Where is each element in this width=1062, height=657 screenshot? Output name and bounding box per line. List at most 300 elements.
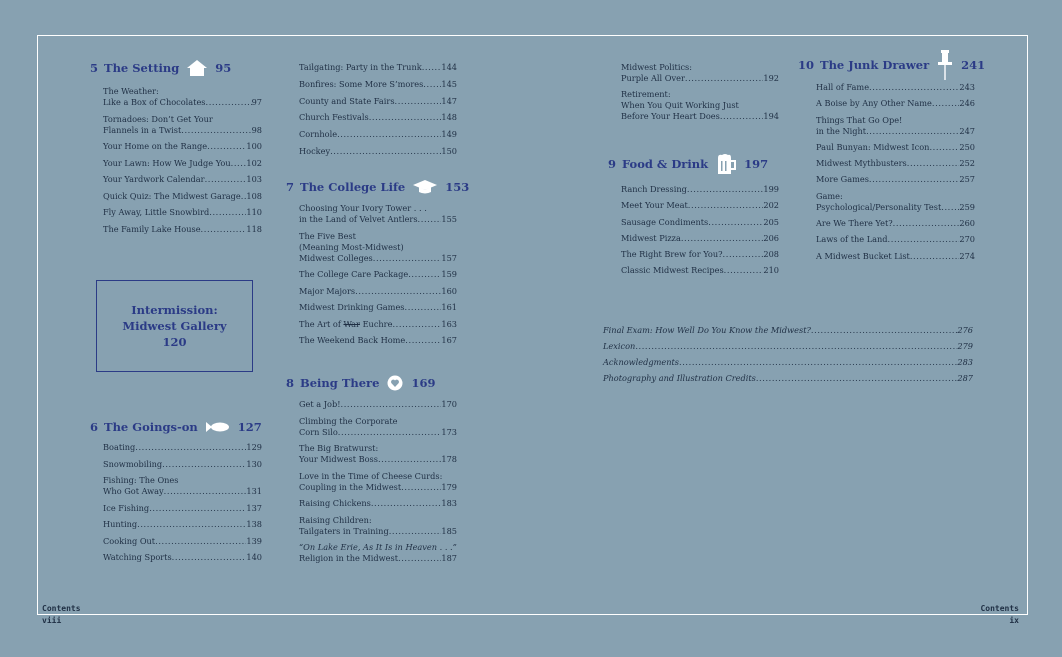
toc-entry-title: Religion in the Midwest (299, 553, 399, 563)
back-matter-entry[interactable] (603, 325, 973, 336)
toc-entry-last-line (103, 174, 262, 185)
chapter-number: 10 (798, 58, 815, 72)
toc-entry[interactable] (816, 158, 975, 169)
leader-dots (907, 158, 960, 169)
toc-entry-page: 100 (246, 141, 262, 151)
toc-entry-page: 145 (441, 78, 457, 89)
toc-entry[interactable] (299, 269, 457, 280)
toc-entry-page: 157 (441, 252, 457, 263)
toc-entry[interactable] (621, 217, 779, 228)
toc-entry-page: 160 (441, 285, 457, 296)
toc-entry-page: 147 (441, 95, 457, 106)
leader-dots (395, 96, 442, 107)
toc-entry[interactable] (299, 416, 457, 438)
toc-entry[interactable] (299, 286, 457, 297)
toc-entry-title: Midwest Pizza (621, 232, 681, 243)
toc-entry-last-line (299, 129, 457, 140)
graduation-cap-icon (413, 180, 437, 194)
leader-dots (341, 399, 442, 410)
toc-entry-page: 144 (441, 62, 457, 72)
toc-entry[interactable] (103, 86, 262, 108)
leader-dots (330, 146, 441, 157)
toc-entry-last-line (816, 126, 975, 137)
leader-dots (418, 214, 442, 225)
chapter-page: 197 (744, 157, 769, 171)
toc-entry-page: 140 (246, 552, 262, 562)
toc-entry-page: 118 (246, 223, 262, 234)
toc-entry-last-line (816, 98, 975, 109)
toc-entry-title: The Weekend Back Home (299, 335, 406, 345)
toc-entry-title: A Boise by Any Other Name (816, 98, 932, 109)
toc-entry-line: The Weather: (103, 86, 159, 96)
back-matter-entry[interactable] (603, 373, 973, 384)
chapter-number: 9 (608, 157, 617, 171)
toc-entry-page: 205 (763, 216, 779, 227)
toc-entry[interactable] (299, 515, 457, 537)
leader-dots (155, 536, 246, 547)
toc-entry-page: 202 (763, 200, 779, 211)
leader-dots (337, 129, 441, 140)
toc-entry[interactable] (621, 249, 779, 260)
toc-entry-last-line (816, 234, 975, 245)
toc-entry-line: Game: (816, 190, 843, 201)
toc-entry-page: 279 (957, 341, 973, 351)
toc-entry[interactable] (299, 231, 457, 264)
leader-dots (207, 141, 246, 152)
toc-entry[interactable] (816, 251, 975, 262)
toc-entry[interactable] (816, 234, 975, 245)
toc-entry-line: The Big Bratwurst: (299, 443, 379, 453)
toc-entry-page: 183 (441, 498, 457, 508)
toc-entry-last-line (816, 142, 975, 153)
toc-entry[interactable] (621, 265, 779, 276)
chapter-page: 241 (961, 58, 986, 72)
leader-dots (172, 552, 247, 563)
toc-entry-last-line (103, 519, 262, 530)
toc-entry-page: 110 (246, 207, 262, 217)
toc-entry-last-line (299, 62, 457, 73)
leader-dots (910, 251, 960, 262)
toc-entry-last-line (103, 503, 262, 514)
toc-entry-title: Psychological/Personality Test (816, 201, 942, 212)
toc-entry[interactable] (299, 79, 457, 90)
toc-entry-title: The Family Lake House (103, 223, 201, 234)
toc-entry-title: Paul Bunyan: Midwest Icon (816, 141, 930, 152)
toc-entry-title: The Right Brew for You? (621, 249, 723, 260)
toc-entry[interactable] (299, 96, 457, 107)
toc-entry-last-line (103, 125, 262, 136)
toc-entry-title: Lexicon (603, 341, 636, 351)
chapter-title: Being There (300, 376, 380, 390)
toc-entry[interactable] (103, 224, 262, 235)
leader-dots (392, 319, 441, 330)
chapter-10-entries (816, 82, 975, 262)
chapter-5-heading[interactable] (90, 60, 262, 76)
toc-entry-last-line (299, 399, 457, 410)
toc-entry-page: 210 (763, 265, 779, 276)
toc-entry-title: Before Your Heart Does (621, 111, 720, 121)
leader-dots (681, 233, 764, 244)
leader-dots (181, 125, 251, 136)
toc-entry-line: The Five Best (299, 230, 356, 241)
chapter-6-heading[interactable] (90, 420, 262, 434)
toc-entry[interactable] (103, 459, 262, 470)
toc-entry-title: Photography and Illustration Credits (603, 373, 756, 383)
toc-entry-title: Your Lawn: How We Judge You (103, 157, 231, 168)
column-3 (621, 62, 779, 127)
toc-entry-title: Ice Fishing (103, 502, 150, 513)
toc-entry[interactable] (103, 503, 262, 514)
toc-entry[interactable] (103, 552, 262, 563)
toc-entry-last-line (299, 498, 457, 509)
toc-entry[interactable] (816, 82, 975, 93)
leader-dots (687, 184, 764, 195)
pushpin-icon (937, 50, 953, 80)
intermission-title: Intermission: (131, 303, 218, 317)
toc-entry[interactable] (299, 129, 457, 140)
toc-entry[interactable] (299, 443, 457, 465)
chapter-title: The Setting (104, 61, 180, 75)
toc-entry-title: A Midwest Bucket List (816, 250, 910, 261)
toc-entry-last-line (299, 553, 457, 564)
leader-dots (688, 200, 764, 211)
toc-entry-title: Midwest Mythbusters (816, 158, 907, 169)
leader-dots (720, 111, 764, 122)
toc-entry-page: 173 (441, 426, 457, 437)
chapter-7-heading[interactable] (286, 180, 470, 194)
toc-entry[interactable] (103, 519, 262, 530)
toc-entry-title: Are We There Yet? (816, 218, 893, 229)
leader-dots (338, 427, 442, 438)
toc-entry[interactable] (621, 62, 779, 84)
toc-entry-title: Hall of Fame (816, 82, 870, 92)
toc-entry-line: When You Quit Working Just (621, 100, 739, 110)
chapter-7-entries (299, 203, 457, 346)
chapter-6-continued-entries (299, 62, 457, 157)
leader-dots (893, 218, 960, 229)
back-matter-list (603, 325, 973, 389)
toc-entry[interactable] (103, 191, 262, 202)
toc-entry-page: 138 (246, 519, 262, 529)
toc-entry-title: Get a Job! (299, 399, 341, 409)
leader-dots (149, 503, 246, 514)
toc-entry-title: Major Majors (299, 285, 356, 296)
toc-entry-page: 130 (246, 458, 262, 469)
toc-entry-title: Meet Your Meat (621, 200, 688, 211)
toc-entry[interactable] (103, 475, 262, 497)
toc-entry[interactable] (299, 542, 457, 564)
toc-entry-page: 208 (763, 249, 779, 260)
leader-dots (866, 126, 959, 137)
leader-dots (811, 325, 957, 336)
toc-entry[interactable] (621, 200, 779, 211)
toc-entry[interactable] (299, 399, 457, 410)
toc-entry-line: Choosing Your Ivory Tower . . . (299, 203, 427, 213)
back-matter-entry[interactable] (603, 357, 973, 368)
toc-entry-last-line (299, 482, 457, 493)
toc-entry-title: Purple All Over (621, 73, 685, 83)
toc-entry-title: Classic Midwest Recipes (621, 265, 724, 276)
leader-dots (209, 207, 246, 218)
toc-entry-title: Midwest Colleges (299, 252, 373, 263)
chapter-number: 5 (90, 61, 99, 75)
toc-entry[interactable] (621, 184, 779, 195)
toc-entry-page: 260 (959, 218, 975, 229)
toc-entry-page: 139 (246, 535, 262, 546)
chapter-title: The Junk Drawer (820, 58, 930, 72)
toc-entry-page: 276 (957, 325, 973, 335)
footer-left-page: viii (42, 616, 62, 625)
footer-right-label: Contents (980, 604, 1019, 613)
toc-entry-title: Cooking Out (103, 535, 156, 546)
toc-entry-page: 283 (957, 357, 973, 367)
toc-entry-title: Tailgating: Party in the Trunk (299, 62, 422, 72)
column-3-ch9 (608, 153, 779, 282)
column-2 (299, 62, 457, 163)
toc-entry-last-line (621, 233, 779, 244)
toc-entry-line: Retirement: (621, 89, 671, 99)
house-icon (187, 60, 207, 76)
chapter-title: The Goings-on (104, 420, 198, 434)
toc-entry[interactable] (621, 89, 779, 122)
toc-entry-last-line (603, 357, 973, 368)
toc-entry-last-line (103, 97, 262, 108)
chapter-8-continued-entries (621, 62, 779, 122)
toc-entry[interactable] (103, 174, 262, 185)
column-1-lower (90, 420, 262, 569)
toc-entry-last-line (299, 454, 457, 465)
back-matter-entry[interactable] (603, 341, 973, 352)
fish-icon (206, 421, 230, 433)
leader-dots (422, 62, 442, 73)
toc-entry[interactable] (103, 442, 262, 453)
toc-entry-page: 103 (246, 174, 262, 184)
toc-entry-last-line (621, 249, 779, 260)
toc-entry[interactable] (299, 335, 457, 346)
toc-entry-last-line (621, 73, 779, 84)
toc-entry-page: 167 (441, 335, 457, 345)
toc-entry-page: 150 (441, 145, 457, 156)
footer-left-label: Contents (42, 604, 81, 613)
toc-entry-line: Fishing: The Ones (103, 475, 179, 485)
toc-entry[interactable] (299, 62, 457, 73)
toc-entry-title: Hunting (103, 519, 138, 529)
toc-entry[interactable] (621, 233, 779, 244)
leader-dots (635, 341, 957, 352)
beer-mug-icon (716, 153, 736, 175)
toc-entry-title (299, 319, 392, 330)
toc-entry-last-line (603, 325, 973, 336)
toc-entry-last-line (816, 82, 975, 93)
toc-entry-page: 178 (441, 454, 457, 464)
toc-entry-page: 161 (441, 302, 457, 312)
toc-entry-title: Snowmobiling (103, 458, 163, 469)
toc-entry[interactable] (299, 203, 457, 225)
chapter-number: 7 (286, 180, 295, 194)
toc-entry-last-line (299, 253, 457, 264)
leader-dots (405, 335, 441, 346)
leader-dots (401, 482, 441, 493)
toc-entry[interactable] (299, 471, 457, 493)
toc-entry-page: 199 (763, 184, 779, 194)
toc-entry-page: 97 (251, 97, 262, 107)
leader-dots (756, 373, 958, 384)
toc-entry[interactable] (816, 218, 975, 229)
toc-entry[interactable] (299, 112, 457, 123)
toc-entry[interactable] (299, 302, 457, 313)
toc-entry-page: 129 (246, 442, 262, 452)
leader-dots (723, 249, 764, 260)
toc-entry-title: Raising Chickens (299, 498, 371, 508)
chapter-10-heading[interactable] (798, 50, 986, 80)
toc-entry-last-line (299, 79, 457, 90)
toc-entry-last-line (621, 265, 779, 276)
column-4 (798, 50, 986, 267)
leader-dots (135, 442, 246, 453)
chapter-9-heading[interactable] (608, 153, 779, 175)
toc-entry-page: 252 (959, 158, 975, 169)
leader-dots (371, 498, 442, 509)
leader-dots (869, 82, 959, 93)
toc-entry-page: 194 (763, 111, 779, 121)
toc-entry-page: 155 (441, 214, 457, 224)
toc-entry-title: County and State Fairs (299, 95, 395, 106)
toc-entry-title: in the Night (816, 125, 867, 136)
toc-entry-last-line (299, 335, 457, 346)
toc-entry-last-line (299, 214, 457, 225)
toc-entry-line: (Meaning Most-Midwest) (299, 241, 404, 252)
toc-entry[interactable] (299, 319, 457, 330)
leader-dots (162, 459, 246, 470)
intermission-box[interactable] (96, 280, 253, 372)
toc-entry-last-line (103, 224, 262, 235)
toc-entry-title-struck: War (343, 318, 360, 329)
leader-dots (685, 73, 764, 84)
toc-entry-last-line (103, 442, 262, 453)
chapter-8-heading[interactable] (286, 375, 457, 391)
toc-entry-last-line (621, 184, 779, 195)
leader-dots (205, 174, 247, 185)
toc-entry-title: Tailgaters in Training (299, 525, 389, 536)
chapter-page: 153 (445, 180, 470, 194)
toc-entry-line: Raising Children: (299, 514, 372, 525)
leader-dots (724, 265, 764, 276)
toc-entry[interactable] (299, 498, 457, 509)
intermission-subtitle: Midwest Gallery (122, 319, 227, 333)
footer-left (42, 604, 81, 625)
toc-entry[interactable] (103, 114, 262, 136)
toc-entry[interactable] (816, 98, 975, 109)
toc-entry-page: 257 (959, 174, 975, 185)
toc-entry[interactable] (816, 174, 975, 185)
toc-entry[interactable] (103, 158, 262, 169)
toc-entry-page: 185 (441, 525, 457, 536)
toc-entry-title: Corn Silo (299, 426, 338, 437)
toc-entry-last-line (103, 486, 262, 497)
column-2-ch7 (286, 180, 470, 352)
leader-dots (869, 174, 959, 185)
heart-icon (387, 375, 403, 391)
toc-entry-title: Bonfires: Some More S’mores (299, 78, 424, 89)
toc-entry-last-line (816, 174, 975, 185)
toc-entry-page: 243 (959, 82, 975, 92)
toc-entry-page: 192 (763, 73, 779, 83)
toc-entry-last-line (621, 217, 779, 228)
toc-entry[interactable] (103, 141, 262, 152)
toc-entry-last-line (621, 200, 779, 211)
leader-dots (378, 454, 441, 465)
toc-entry-last-line (299, 96, 457, 107)
toc-entry-title: in the Land of Velvet Antlers (299, 214, 418, 224)
toc-entry-page: 206 (763, 232, 779, 243)
leader-dots (888, 234, 960, 245)
footer-right-page: ix (1009, 616, 1019, 625)
leader-dots (373, 253, 442, 264)
toc-entry-title: Acknowledgments (603, 357, 679, 367)
leader-dots (423, 79, 441, 90)
toc-entry-last-line (816, 202, 975, 213)
toc-entry[interactable] (816, 115, 975, 137)
leader-dots (708, 217, 763, 228)
toc-entry-title: Laws of the Land (816, 234, 888, 245)
toc-entry-last-line (299, 112, 457, 123)
toc-entry-title: Final Exam: How Well Do You Know the Midwest? (603, 325, 811, 335)
chapter-page: 169 (411, 376, 436, 390)
toc-entry-last-line (603, 341, 973, 352)
toc-entry-title: Watching Sports (103, 552, 172, 562)
leader-dots (369, 112, 442, 123)
toc-entry-last-line (299, 427, 457, 438)
leader-dots (932, 98, 959, 109)
toc-entry-last-line (299, 526, 457, 537)
toc-entry-title: The College Care Package (299, 269, 409, 279)
toc-entry[interactable] (816, 191, 975, 213)
toc-entry-last-line (816, 218, 975, 229)
toc-entry-last-line (103, 191, 262, 202)
toc-entry-title-part: Euchre (359, 318, 393, 329)
toc-entry-page: 108 (246, 190, 262, 201)
toc-entry-title: More Games (816, 174, 869, 185)
toc-entry-title: Quick Quiz: The Midwest Garage (103, 190, 241, 201)
toc-entry[interactable] (103, 207, 262, 218)
toc-entry-page: 163 (441, 318, 457, 329)
leader-dots (137, 519, 246, 530)
leader-dots (355, 286, 441, 297)
toc-entry-line: “On Lake Erie, As It Is in Heaven . . .” (299, 542, 457, 552)
toc-entry-last-line (103, 552, 262, 563)
toc-entry-title: Who Got Away (103, 486, 164, 496)
toc-entry-last-line (103, 158, 262, 169)
toc-entry-page: 246 (959, 98, 975, 109)
toc-entry[interactable] (103, 536, 262, 547)
toc-entry-line: Things That Go Ope! (816, 114, 903, 125)
toc-entry[interactable] (816, 142, 975, 153)
chapter-5-entries (103, 86, 262, 235)
toc-entry-last-line (299, 146, 457, 157)
toc-entry-page: 287 (957, 373, 973, 383)
toc-entry-title-part: The Art of (299, 318, 344, 329)
leader-dots (408, 269, 441, 280)
leader-dots (206, 97, 252, 108)
toc-entry-title: Flannels in a Twist (103, 124, 182, 135)
toc-entry-title: Midwest Drinking Games (299, 302, 405, 312)
toc-entry-title: Boating (103, 442, 136, 452)
toc-entry-title: Church Festivals (299, 112, 369, 123)
toc-entry[interactable] (299, 146, 457, 157)
toc-entry-title: Your Yardwork Calendar (103, 174, 205, 184)
toc-entry-page: 270 (959, 234, 975, 245)
toc-entry-last-line (103, 141, 262, 152)
